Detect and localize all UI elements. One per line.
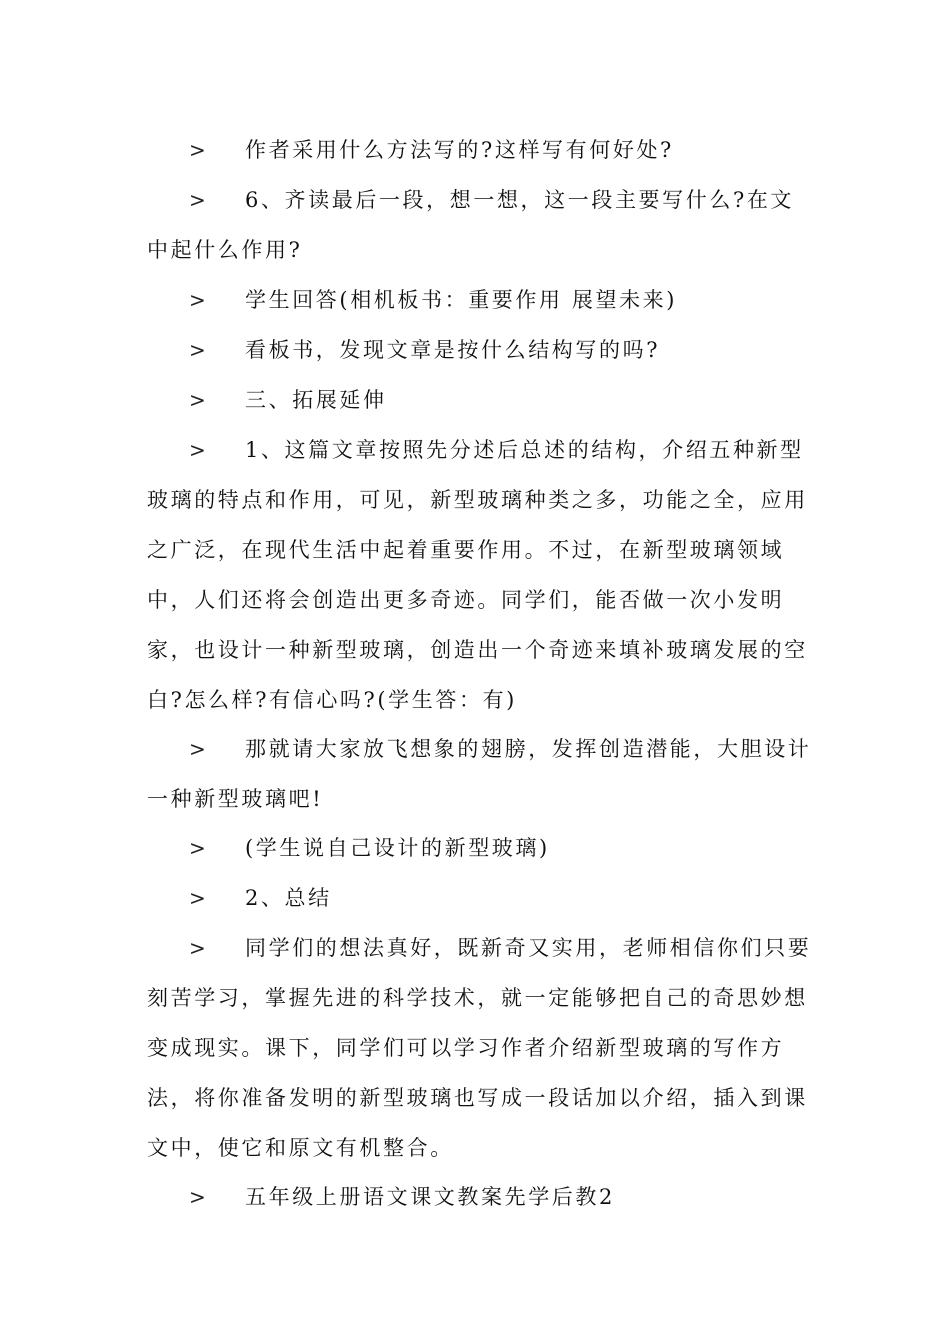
paragraph-text: 作者采用什么方法写的?这样写有何好处? (245, 138, 674, 162)
paragraph-text: 三、拓展延伸 (245, 388, 387, 412)
paragraph-text: 6、齐读最后一段，想一想，这一段主要写什么?在文中起什么作用? (147, 188, 795, 262)
paragraph-student-answer (147, 275, 815, 325)
bullet-arrow-icon: > (189, 188, 206, 212)
paragraph-last-section-question (147, 175, 815, 275)
paragraph-text: 那就请大家放飞想象的翅膀，发挥创造潜能，大胆设计一种新型玻璃吧! (147, 737, 812, 811)
bullet-arrow-icon: > (189, 936, 206, 960)
paragraph-student-design (147, 823, 815, 873)
section-heading-extension (147, 375, 815, 425)
bullet-arrow-icon: > (189, 438, 206, 462)
bullet-arrow-icon: > (189, 138, 206, 162)
paragraph-method-question (147, 125, 815, 175)
paragraph-text: 五年级上册语文课文教案先学后教2 (245, 1185, 615, 1209)
bullet-arrow-icon: > (189, 288, 206, 312)
paragraph-summary-body (147, 923, 815, 1173)
paragraph-board-structure (147, 325, 815, 375)
paragraph-text: 2、总结 (245, 886, 332, 910)
paragraph-next-lesson-title (147, 1172, 815, 1222)
bullet-arrow-icon: > (189, 886, 206, 910)
paragraph-text: 同学们的想法真好，既新奇又实用，老师相信你们只要刻苦学习，掌握先进的科学技术，就一定能够把自己的奇思妙想变成现实。课下，同学们可以学习作者介绍新型玻璃的写作方法，将你准备发明的新型玻璃也写成一段话加以介绍，插入到课文中，使它和原文有机整合。 (147, 936, 812, 1160)
bullet-arrow-icon: > (189, 338, 206, 362)
bullet-arrow-icon: > (189, 836, 206, 860)
paragraph-text: 1、这篇文章按照先分述后总述的结构，介绍五种新型玻璃的特点和作用，可见，新型玻璃种类之多，功能之全，应用之广泛，在现代生活中起着重要作用。不过，在新型玻璃领域中，人们还将会创造出更多奇迹。同学们，能否做一次小发明家，也设计一种新型玻璃，创造出一个奇迹来填补玻璃发展的空白?怎么样?有信心吗?(学生答：有) (147, 438, 808, 712)
section-heading-summary (147, 873, 815, 923)
bullet-arrow-icon: > (189, 388, 206, 412)
paragraph-text: 看板书，发现文章是按什么结构写的吗? (245, 338, 661, 362)
paragraph-extension-body (147, 425, 815, 725)
paragraph-text: 学生回答(相机板书：重要作用 展望未来) (245, 288, 678, 312)
paragraph-imagination (147, 724, 815, 824)
bullet-arrow-icon: > (189, 737, 206, 761)
paragraph-text: (学生说自己设计的新型玻璃) (245, 836, 550, 860)
bullet-arrow-icon: > (189, 1185, 206, 1209)
